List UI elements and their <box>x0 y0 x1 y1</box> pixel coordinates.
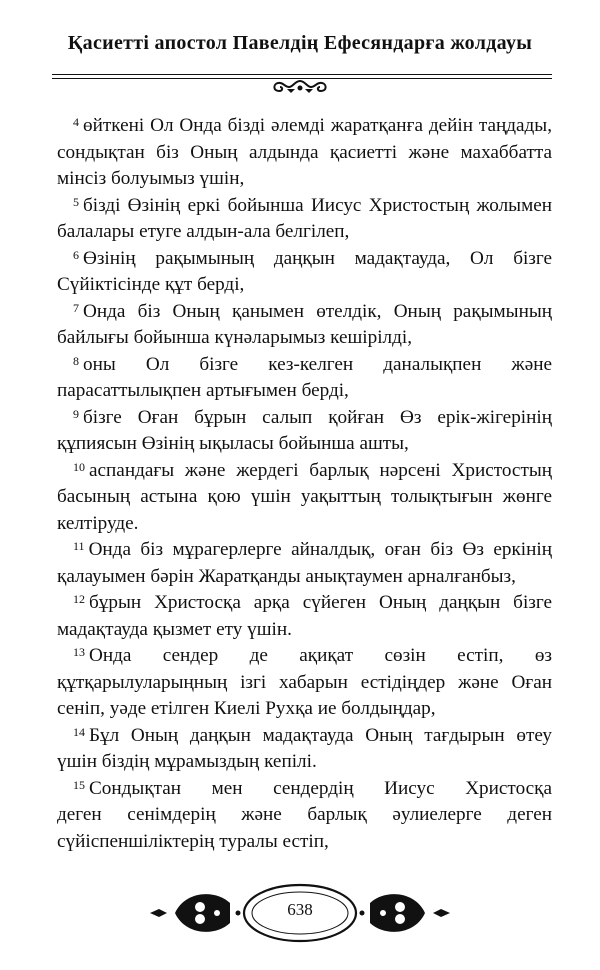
header-rule <box>52 74 552 75</box>
verse-line <box>57 272 552 299</box>
verse-number: 7 <box>73 300 79 315</box>
running-header-title: Қасиетті апостол Павелдің Ефесяндарға жолдауы <box>67 32 533 54</box>
verse-line <box>57 458 552 485</box>
verse-number: 15 <box>73 777 85 792</box>
verse-line <box>57 511 552 538</box>
verse-line <box>57 299 552 326</box>
verse-line <box>57 246 552 273</box>
verse-text: сеніп, уәде етілген Киелі Рухқа ие болдыңдар, <box>57 698 436 719</box>
verse-line <box>57 696 552 723</box>
verse-text: бұрын Христосқа арқа сүйеген Оның даңқын бізге <box>89 592 552 613</box>
verse-text: сүйіспеншіліктерің туралы естіп, <box>57 830 329 852</box>
verse-text: сондықтан біз Оның алдында қасиетті және махаббатта <box>57 141 552 163</box>
verse-text: Бұл Оның даңқын мадақтауда Оның тағдырын өтеу <box>89 724 552 746</box>
verse-text: байлығы бойынша күнәларымыз кешірілді, <box>57 327 412 348</box>
verse-line <box>57 802 552 829</box>
verse-number: 9 <box>73 406 79 421</box>
verse-text: үшін біздің мұрамыздың кепілі. <box>57 751 317 772</box>
verse-text: бізге Оған бұрын салып қойған Өз ерік-жігерінің <box>83 406 552 428</box>
verse-text: басының астына қою үшін уақыттың толықтығын жөнге <box>57 486 552 507</box>
verse-text: парасаттылықпен артығымен берді, <box>57 380 349 401</box>
verse-line <box>57 776 552 803</box>
verse-text: бізді Өзінің еркі бойынша Иисус Христостың жолымен <box>83 194 552 216</box>
verse-line <box>57 670 552 697</box>
verse-text: өйткені Ол Онда бізді әлемді жаратқанға дейін таңдады, <box>83 115 552 136</box>
verse-line <box>57 193 552 220</box>
verse-text: балалары етуге алдын-ала белгілеп, <box>57 221 350 242</box>
verse-text: оны Ол бізге кез-келген даналықпен және <box>83 353 552 375</box>
verse-text: мадақтауда қызмет ету үшін. <box>57 618 292 640</box>
verse-number: 11 <box>73 539 85 553</box>
header-ornament-icon <box>265 79 335 95</box>
verse-line <box>57 352 552 379</box>
verse-text: деген сенімдерің және барлық әулиелерге деген <box>57 804 552 825</box>
verse-text: Сондықтан мен сендердің Иисус Христосқа <box>89 777 552 799</box>
verse-text: Онда біз мұрагерлерге айналдық, оған біз Өз еркінің <box>88 539 552 560</box>
verse-number: 13 <box>73 645 85 659</box>
verse-text: қалауымен бәрін Жаратқанды анықтаумен арналғанбыз, <box>57 565 516 587</box>
verse-number: 12 <box>73 592 85 606</box>
verse-text: құпиясын Өзінің ықыласы бойынша ашты, <box>57 433 409 454</box>
verse-line <box>57 590 552 617</box>
verse-line <box>57 564 552 591</box>
verse-line <box>57 378 552 405</box>
verse-text: Онда біз Оның қанымен өтелдік, Оның рақымының <box>83 300 552 322</box>
verse-line <box>57 617 552 644</box>
verse-line <box>57 140 552 167</box>
verse-number: 14 <box>73 724 85 739</box>
verse-line <box>57 829 552 856</box>
verse-number: 8 <box>73 353 79 368</box>
verse-line <box>57 405 552 432</box>
verse-line <box>57 723 552 750</box>
verse-line <box>57 484 552 511</box>
verse-number: 5 <box>73 194 79 209</box>
verse-number: 10 <box>73 459 85 474</box>
verse-number: 6 <box>73 247 79 262</box>
verse-line <box>57 166 552 193</box>
verse-line <box>57 325 552 352</box>
verse-line <box>57 219 552 246</box>
verse-text: Онда сендер де ақиқат сөзін естіп, өз <box>89 645 552 666</box>
verse-text: Өзінің рақымының даңқын мадақтауда, Ол бізге <box>83 247 552 269</box>
verse-line <box>57 643 552 670</box>
verse-text: аспандағы және жердегі барлық нәрсені Христостың <box>89 459 552 481</box>
verse-text: мінсіз болуымыз үшін, <box>57 168 245 189</box>
page-number: 638 <box>287 900 313 919</box>
verse-line <box>57 749 552 776</box>
verse-text: құтқарылуларыңның ізгі хабарын естідіңдер және Оған <box>57 671 552 693</box>
scripture-text <box>57 113 552 855</box>
verse-text: Сүйіктісінде құт берді, <box>57 274 245 295</box>
verse-line <box>57 113 552 140</box>
verse-line <box>57 431 552 458</box>
verse-text: келтіруде. <box>57 512 139 534</box>
verse-number: 4 <box>73 115 79 129</box>
verse-line <box>57 537 552 564</box>
